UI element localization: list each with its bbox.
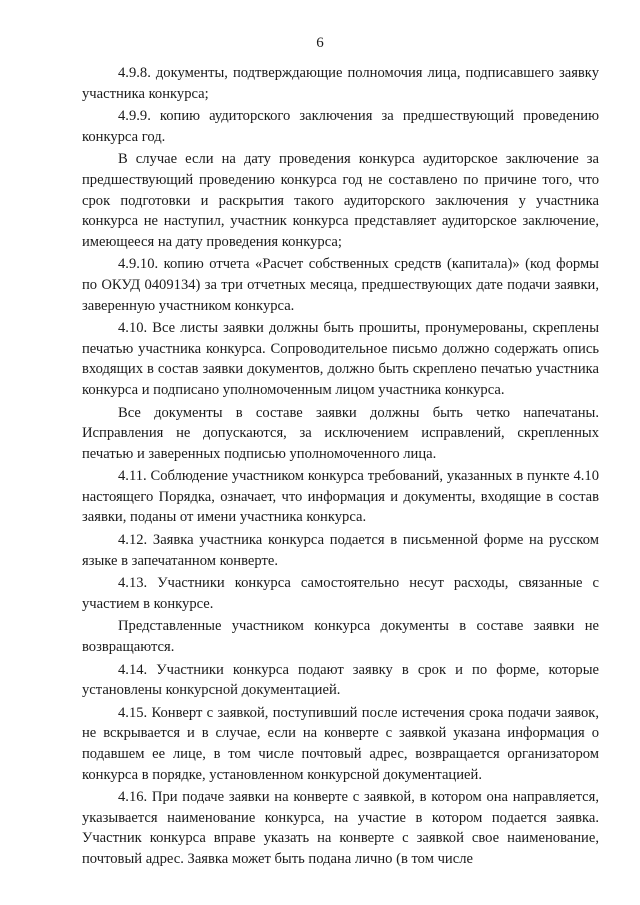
page-number: 6 (316, 35, 324, 51)
paragraph-4-9-10: 4.9.10. копию отчета «Расчет собственных средств (капитала)» (код формы по ОКУД 0409134) за три отчетных месяца, предшествующих дате подачи заявки, заверенную участником конкурса. (82, 256, 599, 314)
paragraph-printing-requirements: Все документы в составе заявки должны быть четко напечатаны. Исправления не допускаются, за исключением исправлений, скрепленных печатью и заверенных подписью уполномоченного лица. (82, 404, 599, 462)
paragraph-audit-note: В случае если на дату проведения конкурса аудиторское заключение за предшествующий проведению конкурса год не составлено по причине того, что срок подготовки и раскрытия такого аудиторского заключения у участника конкурса не наступил, участник конкурса представляет аудиторское заключение, имеющееся на дату проведения конкурса; (82, 151, 599, 250)
document-body (82, 63, 599, 872)
paragraph-4-12: 4.12. Заявка участника конкурса подается в письменной форме на русском языке в запечатанном конверте. (82, 532, 599, 569)
paragraph-4-9-9: 4.9.9. копию аудиторского заключения за предшествующий проведению конкурса год. (82, 108, 599, 145)
paragraph-4-11: 4.11. Соблюдение участником конкурса требований, указанных в пункте 4.10 настоящего Порядка, означает, что информация и документы, входящие в состав заявки, поданы от имени участника конкурса. (82, 468, 599, 526)
paragraph-documents-not-returned: Представленные участником конкурса документы в составе заявки не возвращаются. (82, 618, 599, 656)
paragraph-4-10: 4.10. Все листы заявки должны быть прошиты, пронумерованы, скреплены печатью участника конкурса. Сопроводительное письмо должно содержать опись входящих в состав заявки документов, должно быть скреплено печатью участника конкурса и подписано уполномоченным лицом участника конкурса. (82, 320, 599, 398)
paragraph-4-13: 4.13. Участники конкурса самостоятельно несут расходы, связанные с участием в конкурсе. (82, 575, 599, 612)
paragraph-4-9-8: 4.9.8. документы, подтверждающие полномочия лица, подписавшего заявку участника конкурса; (82, 65, 599, 102)
paragraph-4-14: 4.14. Участники конкурса подают заявку в срок и по форме, которые установлены конкурсной документацией. (82, 661, 599, 699)
paragraph-4-16: 4.16. При подаче заявки на конверте с заявкой, в котором она направляется, указывается наименование конкурса, на участие в котором подается заявка. Участник конкурса вправе указать на конверте с заявкой свое наименование, почтовый адрес. Заявка может быть подана лично (в том числе (82, 789, 599, 867)
paragraph-4-15: 4.15. Конверт с заявкой, поступивший после истечения срока подачи заявок, не вскрывается и в случае, если на конверте с заявкой указана информация о подавшем ее лице, в том числе почтовый адрес, возвращается организатором конкурса в порядке, установленном конкурсной документацией. (82, 704, 599, 783)
